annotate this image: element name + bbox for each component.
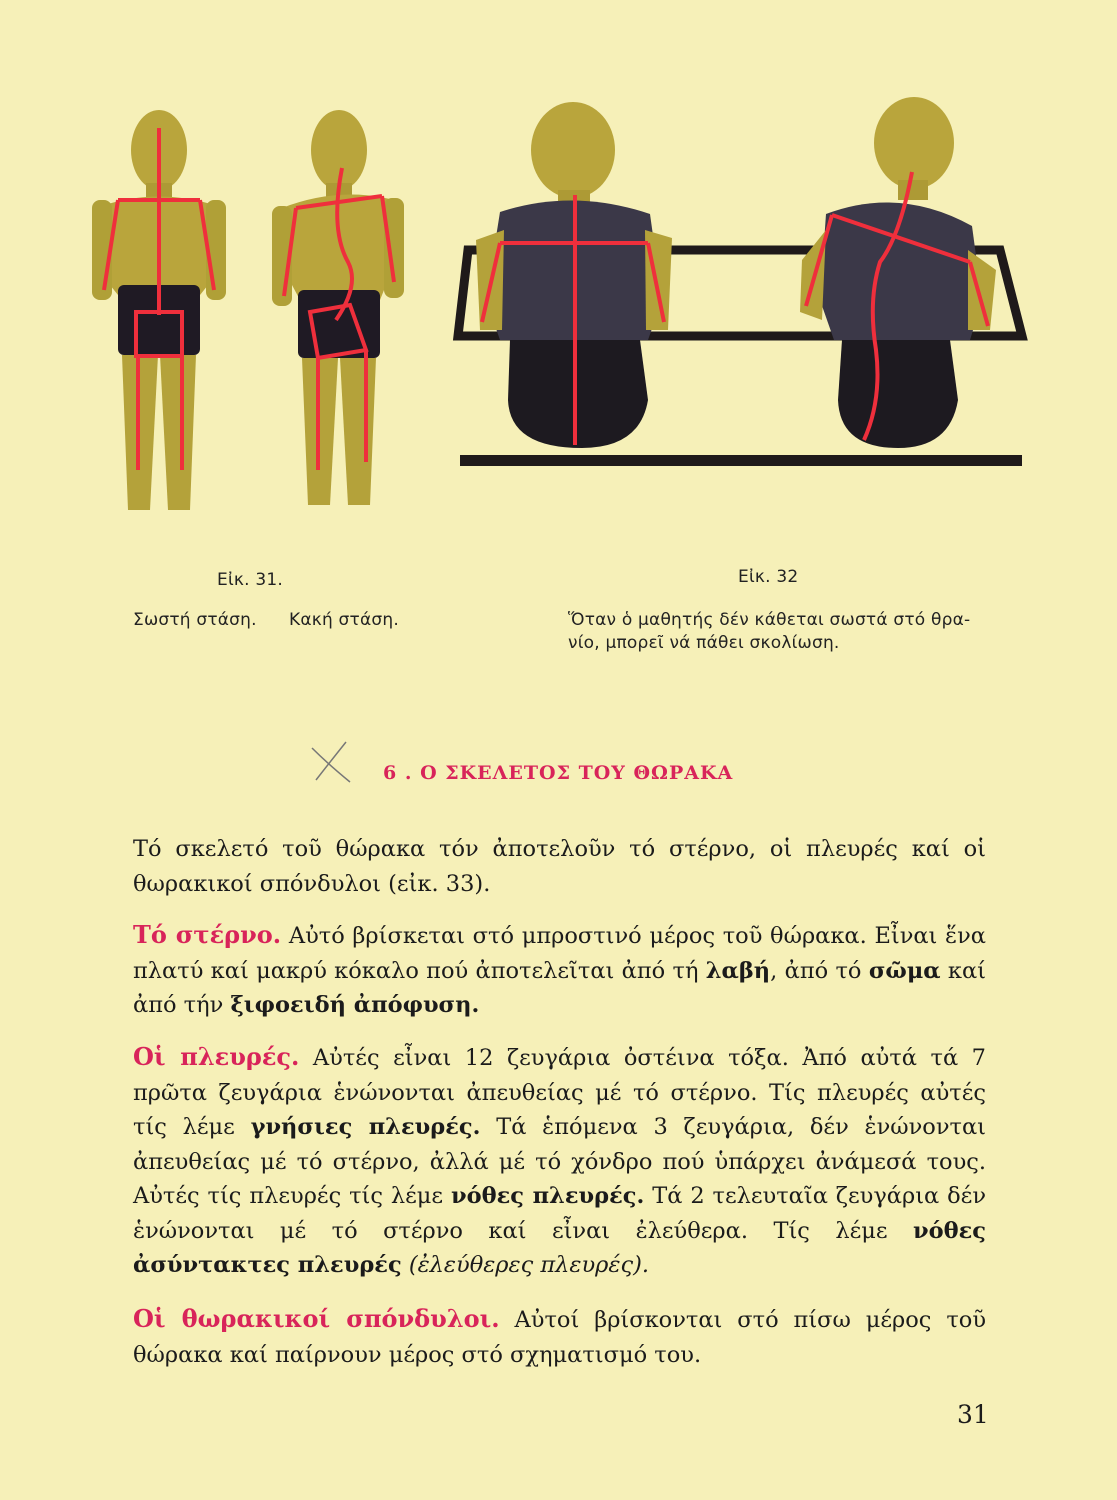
- sternum-bold-body: σῶμα: [868, 957, 941, 984]
- vertebrae-lead: Οἱ θωρακικοί σπόνδυλοι.: [133, 1304, 500, 1333]
- figure-bad-posture: [272, 110, 404, 505]
- figure-seated-correct: [476, 102, 672, 448]
- sternum-text-3: καί ἀπό τήν: [133, 957, 987, 1018]
- figure-31-caption-left: Σωστή στάση.: [133, 610, 257, 630]
- sternum-lead: Τό στέρνο.: [133, 920, 282, 949]
- sternum-text-1: Αὐτό βρίσκεται στό μπροστινό μέρος τοῦ θώρακα. Εἶναι ἕνα πλατύ καί μακρύ κόκαλο πού ἀποτελεῖται ἀπό τή: [133, 923, 986, 984]
- figures-area: [0, 0, 1117, 560]
- figure-seated-incorrect: [800, 97, 996, 448]
- sternum-text-2: , ἀπό τό: [770, 957, 869, 984]
- section-heading: 6 . Ο ΣΚΕΛΕΤΟΣ ΤΟΥ ΘΩΡΑΚΑ: [383, 762, 734, 784]
- sternum-bold-xiphoid: ξιφοειδή ἀπόφυση.: [230, 992, 480, 1018]
- figure-31-caption-right: Κακή στάση.: [289, 610, 399, 630]
- ribs-bold-true: γνήσιες πλευρές.: [250, 1114, 481, 1140]
- ribs-text-3: Τά 2 τελευταῖα ζευγάρια δέν ἑνώνονται μέ τό στέρνο καί εἶναι ἐλεύθερα. Τίς λέμε: [133, 1183, 987, 1244]
- paragraph-ribs: [133, 1040, 986, 1283]
- figure-32-caption-line2: νίο, μπορεῖ νά πάθει σκολίωση.: [568, 633, 840, 653]
- figure-31-label: Εἰκ. 31.: [217, 570, 283, 590]
- sternum-bold-handle: λαβή: [705, 957, 771, 984]
- ribs-bold-false: νόθες πλευρές.: [450, 1183, 645, 1209]
- ribs-text-1: Αὐτές εἶναι 12 ζευγάρια ὀστέινα τόξα. Ἀπό αὐτά τά 7 πρῶτα ζευγάρια ἑνώνονται ἀπευθείας μέ τό στέρνο. Τίς πλευρές αὐτές τίς λέμε: [133, 1045, 987, 1140]
- paragraph-intro: Τό σκελετό τοῦ θώρακα τόν ἀποτελοῦν τό στέρνο, οἱ πλευρές καί οἱ θωρακικοί σπόνδυλοι (εἰκ. 33).: [133, 836, 986, 897]
- figure-32-label: Εἰκ. 32: [738, 567, 799, 587]
- ribs-lead: Οἱ πλευρές.: [133, 1042, 300, 1071]
- figure-32-caption-line1: Ὅταν ὁ μαθητής δέν κάθεται σωστά στό θρα-: [568, 610, 971, 630]
- paragraph-sternum: [133, 918, 986, 1023]
- ribs-italic-free: (ἐλεύθερες πλευρές).: [401, 1252, 649, 1278]
- ribs-text-2: Τά ἑπόμενα 3 ζευγάρια, δέν ἑνώνονται ἀπευθείας μέ τό στέρνο, ἀλλά μέ τό χόνδρο πού ὑπάρχει ἀνάμεσά τους. Αὐτές τίς πλευρές τίς λέμε: [133, 1114, 986, 1209]
- pencil-cross-mark: [308, 740, 354, 786]
- ribs-bold-floating: νόθες ἀσύντακτες πλευρές: [133, 1217, 986, 1278]
- page-number: 31: [957, 1400, 989, 1429]
- paragraph-vertebrae: [133, 1302, 986, 1372]
- figure-correct-posture: [92, 110, 226, 510]
- vertebrae-text-1: Αὐτοί βρίσκονται στό πίσω μέρος τοῦ θώρακα καί παίρνουν μέρος στό σχηματισμό του.: [133, 1307, 986, 1368]
